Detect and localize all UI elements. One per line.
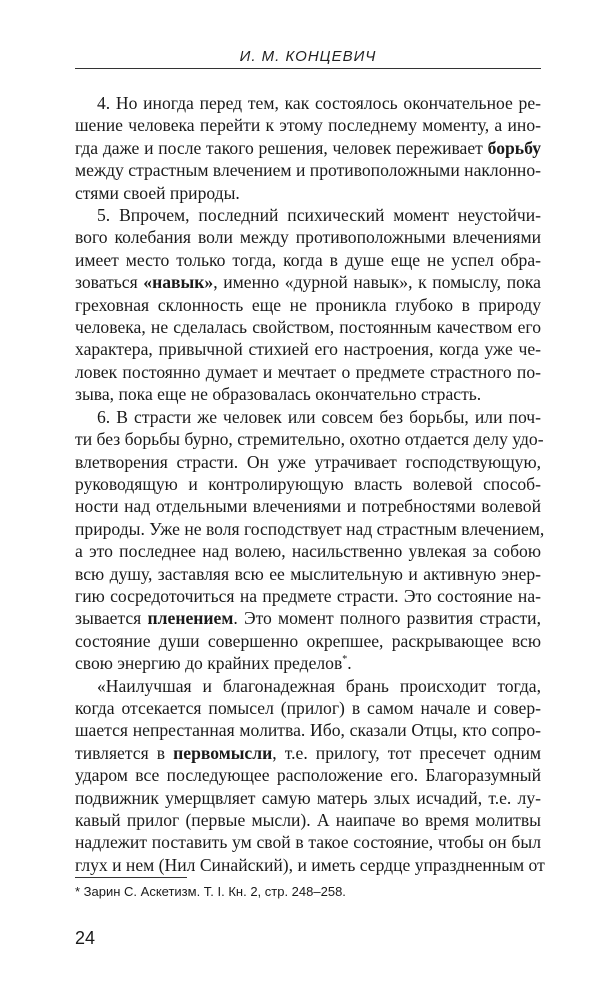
text-line — [75, 719, 541, 741]
text-segment: зоваться — [75, 272, 144, 293]
text-segment: между страстным влечением и противоположными наклонно- — [75, 160, 541, 181]
footnote-divider — [75, 877, 187, 878]
text-segment: греховная склонность еще не проникла глубоко в природу — [75, 294, 541, 315]
text-line — [75, 495, 541, 517]
body-text — [75, 92, 545, 876]
text-line — [75, 406, 541, 428]
text-line — [75, 675, 541, 697]
text-segment: 6. В страсти же человек или совсем без борьбы, или поч- — [97, 406, 541, 427]
text-line — [75, 249, 541, 271]
text-segment: подвижник умерщвляет самую матерь злых исчадий, т.е. лу- — [75, 787, 541, 808]
text-segment: , т.е. прилогу, тот пресечет одним — [272, 742, 541, 763]
text-line — [75, 159, 541, 181]
text-segment: имеет место только тогда, когда в душе еще не успел обра- — [75, 249, 541, 270]
text-line — [75, 764, 541, 786]
text-segment: ти без борьбы бурно, стремительно, охотно отдается делу удо- — [75, 429, 544, 450]
text-line — [75, 204, 541, 226]
text-segment: всю душу, заставляя всю ее мыслительную и активную энер- — [75, 563, 541, 584]
text-line — [75, 182, 541, 204]
text-line — [75, 92, 541, 114]
text-line — [75, 854, 545, 876]
text-line — [75, 137, 541, 159]
text-line — [75, 697, 541, 719]
text-line — [75, 809, 541, 831]
text-segment: «Наилучшая и благонадежная брань происходит тогда, — [97, 675, 541, 696]
text-line — [75, 518, 545, 540]
text-segment: вого колебания воли между противоположными влечениями — [75, 227, 541, 248]
paragraph — [75, 675, 545, 877]
text-segment: 4. Но иногда перед тем, как состоялось окончательное ре- — [97, 93, 541, 113]
text-line — [75, 271, 541, 293]
text-line — [75, 383, 541, 405]
text-segment: когда отсекается помысел (прилог) в самом начале и совер- — [75, 697, 541, 718]
text-line — [75, 787, 541, 809]
text-segment: характера, привычной стихией его настроения, когда уже че- — [75, 339, 541, 360]
text-segment: , именно «дурной навык», к помыслу, пока — [213, 272, 541, 293]
text-line — [75, 451, 541, 473]
bold-term: пленением — [147, 608, 234, 629]
text-segment: глух и нем (Нил Синайский), и иметь сердце упраздненным от — [75, 854, 545, 875]
bold-term: «навык» — [143, 272, 214, 293]
text-segment: ности над отдельными влечениями и потребностями волевой — [75, 496, 541, 517]
text-segment: а это последнее над волею, насильственно увлекая за собою — [75, 541, 541, 562]
text-line — [75, 585, 541, 607]
text-segment: . Это момент полного развития страсти, — [233, 608, 541, 629]
text-line — [75, 540, 541, 562]
bold-term: борьбу — [487, 137, 541, 158]
text-line — [75, 652, 541, 674]
paragraph — [75, 92, 541, 204]
text-line — [75, 831, 541, 853]
text-segment: надлежит поставить ум свой в такое состояние, чтобы он был — [75, 832, 541, 853]
text-line — [75, 361, 541, 383]
text-line — [75, 338, 541, 360]
text-line — [75, 316, 541, 338]
text-line — [75, 226, 541, 248]
footnote-marker: * — [342, 654, 348, 666]
text-line — [75, 742, 541, 764]
text-segment: состояние души совершенно окрепшее, раскрывающее всю — [75, 630, 541, 651]
text-segment: человека, не сделалась свойством, постоянным качеством его — [75, 317, 541, 338]
text-segment: 5. Впрочем, последний психический момент неустойчи- — [97, 205, 541, 226]
page-number: 24 — [75, 928, 96, 948]
footnote: * Зарин С. Аскетизм. Т. I. Кн. 2, стр. 248–258. — [75, 884, 346, 899]
running-header: И. М. КОНЦЕВИЧ — [239, 48, 377, 65]
text-line — [75, 114, 541, 136]
text-segment: зыва, пока еще не образовалась окончательно страсть. — [75, 384, 482, 405]
text-segment: ударом все последующее расположение его. Благоразумный — [75, 765, 541, 786]
text-segment: тивляется в — [75, 742, 174, 763]
text-line — [75, 473, 541, 495]
text-segment: гию сосредоточиться на предмете страсти. Это состояние на- — [75, 585, 541, 606]
header-divider — [75, 68, 541, 69]
text-segment: шение человека перейти к этому последнему моменту, а ино- — [75, 115, 541, 136]
text-segment: кавый прилог (первые мысли). А наипаче во время молитвы — [75, 810, 541, 830]
text-segment: зывается — [75, 608, 148, 629]
text-segment: влетворения страсти. Он уже утрачивает господствующую, — [75, 451, 541, 472]
text-segment: . — [347, 653, 352, 674]
paragraph — [75, 204, 541, 406]
text-line — [75, 294, 541, 316]
bold-term: первомысли — [173, 742, 273, 763]
text-line — [75, 563, 541, 585]
text-line — [75, 428, 544, 450]
text-segment: свою энергию до крайних пределов — [75, 653, 343, 674]
text-segment: ловек постоянно думает и мечтает о предмете страстного по- — [75, 361, 541, 382]
text-line — [75, 607, 541, 629]
text-segment: гда даже и после такого решения, человек переживает — [75, 137, 488, 158]
paragraph — [75, 406, 545, 675]
text-segment: шается непрестанная молитва. Ибо, сказали Отцы, кто сопро- — [75, 720, 541, 741]
text-line — [75, 630, 541, 652]
text-segment: природы. Уже не воля господствует над страстным влечением, — [75, 518, 545, 539]
text-segment: стями своей природы. — [75, 182, 240, 203]
text-segment: руководящую и контролирующую власть волевой способ- — [75, 473, 541, 494]
